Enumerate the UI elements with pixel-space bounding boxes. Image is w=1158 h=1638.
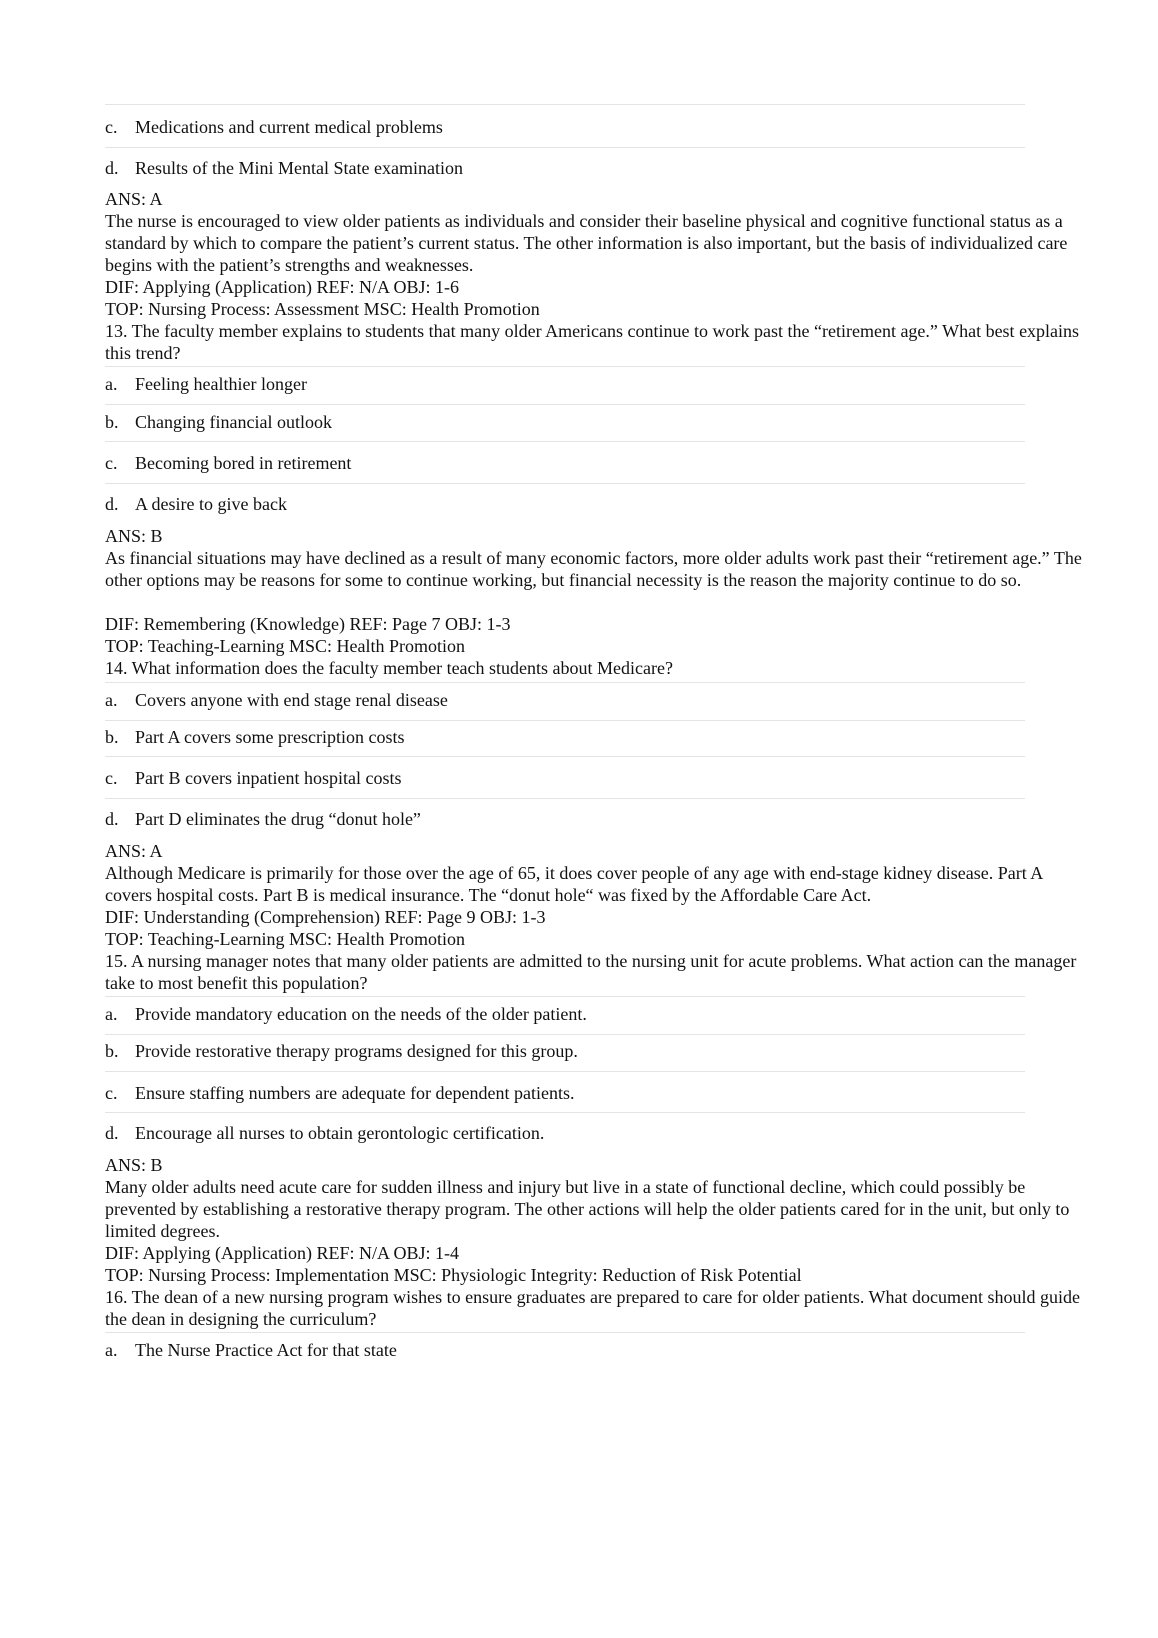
option-c [105,1082,575,1104]
option-letter: a. [105,690,118,710]
option-c [105,452,351,474]
option-text: Ensure staffing numbers are adequate for dependent patients. [135,1083,575,1103]
rationale: Many older adults need acute care for sudden illness and injury but live in a state of functional decline, which could possibly be prevented by establishing a restorative therapy program. The other actions will help the older patients cared for in the unit, but only to limited degrees. [105,1177,1070,1241]
option-a [105,1339,397,1361]
dif-ref-obj: DIF: Applying (Application) REF: N/A OBJ: 1-6 [105,277,460,297]
top-msc: TOP: Nursing Process: Assessment MSC: Health Promotion [105,299,540,319]
option-text: Changing financial outlook [135,412,332,432]
answer-label: ANS: A [105,189,163,209]
dif-ref-obj: DIF: Understanding (Comprehension) REF: Page 9 OBJ: 1-3 [105,907,546,927]
option-a [105,689,448,711]
option-letter: d. [105,1123,119,1143]
divider [105,1034,1025,1035]
divider [105,720,1025,721]
option-c [105,767,401,789]
option-text: The Nurse Practice Act for that state [135,1340,397,1360]
option-d [105,1122,544,1144]
divider [105,1332,1025,1333]
option-letter: b. [105,412,119,432]
option-text: Part D eliminates the drug “donut hole” [135,809,421,829]
option-c [105,116,443,138]
divider [105,404,1025,405]
option-text: Medications and current medical problems [135,117,443,137]
answer-label: ANS: B [105,526,163,546]
option-b [105,1040,578,1062]
answer-label: ANS: A [105,841,163,861]
option-letter: d. [105,809,119,829]
option-d [105,157,463,179]
option-text: Provide restorative therapy programs designed for this group. [135,1041,578,1061]
option-letter: c. [105,453,118,473]
question-stem: 15. A nursing manager notes that many older patients are admitted to the nursing unit for acute problems. What action can the manager take to most benefit this population? [105,951,1077,993]
option-a [105,373,307,395]
option-d [105,808,421,830]
option-letter: c. [105,768,118,788]
option-letter: a. [105,1340,118,1360]
option-text: Covers anyone with end stage renal disease [135,690,448,710]
rationale: Although Medicare is primarily for those over the age of 65, it does cover people of any age with end-stage kidney disease. Part A covers hospital costs. Part B is medical insurance. The “donut hole“ was fixed by the Affordable Care Act. [105,863,1043,905]
question-stem: 16. The dean of a new nursing program wishes to ensure graduates are prepared to care for older patients. What document should guide the dean in designing the curriculum? [105,1287,1081,1329]
dif-ref-obj: DIF: Remembering (Knowledge) REF: Page 7 OBJ: 1-3 [105,614,511,634]
divider [105,1112,1025,1113]
answer-label: ANS: B [105,1155,163,1175]
divider [105,104,1025,105]
dif-ref-obj: DIF: Applying (Application) REF: N/A OBJ: 1-4 [105,1243,460,1263]
divider [105,147,1025,148]
option-letter: a. [105,374,118,394]
option-text: Part B covers inpatient hospital costs [135,768,402,788]
option-letter: b. [105,727,119,747]
divider [105,996,1025,997]
rationale: As financial situations may have declined as a result of many economic factors, more older adults work past their “retirement age.” The other options may be reasons for some to continue working, but financial necessity is the reason the majority continue to do so. [105,548,1082,590]
divider [105,441,1025,442]
option-letter: d. [105,494,119,514]
option-text: Provide mandatory education on the needs of the older patient. [135,1004,587,1024]
option-text: Feeling healthier longer [135,374,307,394]
top-msc: TOP: Teaching-Learning MSC: Health Promotion [105,636,466,656]
question-stem: 13. The faculty member explains to students that many older Americans continue to work past the “retirement age.” What best explains this trend? [105,321,1080,363]
option-letter: c. [105,1083,118,1103]
divider [105,1071,1025,1072]
option-d [105,493,287,515]
option-text: A desire to give back [135,494,287,514]
option-letter: a. [105,1004,118,1024]
divider [105,798,1025,799]
top-msc: TOP: Nursing Process: Implementation MSC: Physiologic Integrity: Reduction of Risk Potential [105,1265,802,1285]
option-text: Results of the Mini Mental State examination [135,158,463,178]
option-text: Becoming bored in retirement [135,453,352,473]
question-stem: 14. What information does the faculty member teach students about Medicare? [105,658,673,678]
divider [105,682,1025,683]
rationale: The nurse is encouraged to view older patients as individuals and consider their baseline physical and cognitive functional status as a standard by which to compare the patient’s current status. The other information is also important, but the basis of individualized care begins with the patient’s strengths and weaknesses. [105,211,1068,275]
option-letter: b. [105,1041,119,1061]
option-b [105,411,332,433]
option-a [105,1003,587,1025]
option-b [105,726,404,748]
divider [105,483,1025,484]
option-text: Encourage all nurses to obtain gerontologic certification. [135,1123,545,1143]
top-msc: TOP: Teaching-Learning MSC: Health Promotion [105,929,466,949]
divider [105,366,1025,367]
divider [105,756,1025,757]
option-text: Part A covers some prescription costs [135,727,405,747]
option-letter: c. [105,117,118,137]
option-letter: d. [105,158,119,178]
